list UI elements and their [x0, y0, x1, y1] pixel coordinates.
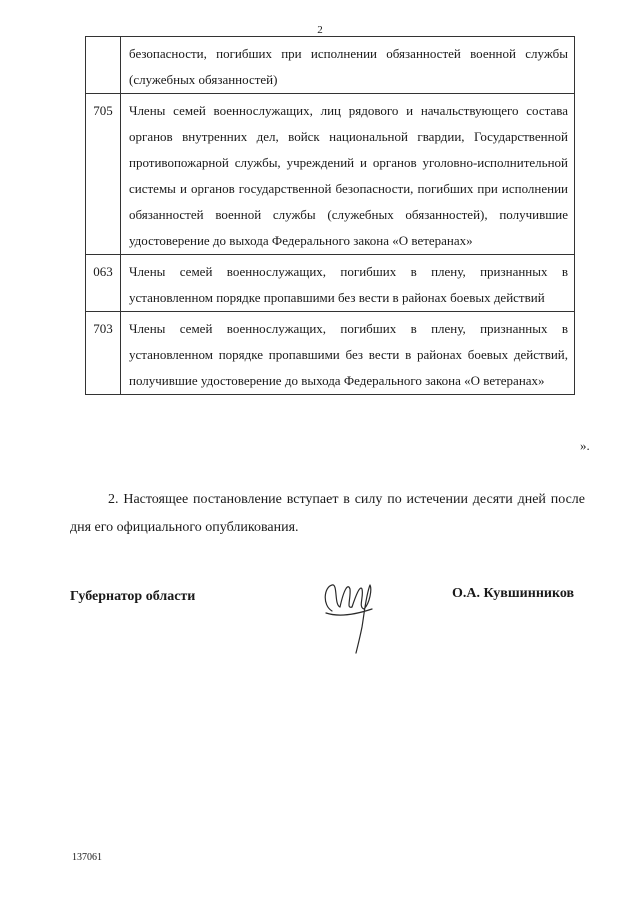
- handwritten-signature: [318, 575, 378, 655]
- governor-title: Губернатор области: [70, 589, 196, 604]
- table-row: [86, 312, 575, 395]
- row-code: 705: [86, 94, 121, 255]
- row-code: 703: [86, 312, 121, 395]
- row-description: Члены семей военнослужащих, погибших в плену, признанных в установленном порядке пропавшими без вести в районах боевых действий: [121, 255, 575, 312]
- table-row: [86, 255, 575, 312]
- closing-quote: ».: [580, 438, 590, 453]
- row-code: [86, 37, 121, 94]
- table-row: [86, 94, 575, 255]
- row-description: Члены семей военнослужащих, лиц рядового и начальствующего состава органов внутренних дел, войск национальной гвардии, Государственной противопожарной службы, учреждений и органов уголовно-исполнительной системы и органов государственной безопасности, погибших при исполнении обязанностей военной службы (служебных обязанностей), получившие удостоверение до выхода Федерального закона «О ветеранах»: [121, 94, 575, 255]
- table-row: [86, 37, 575, 94]
- document-number: 137061: [72, 852, 102, 863]
- row-code: 063: [86, 255, 121, 312]
- row-description: безопасности, погибших при исполнении обязанностей военной службы (служебных обязанностей): [121, 37, 575, 94]
- page-number: 2: [317, 24, 323, 36]
- row-description: Члены семей военнослужащих, погибших в плену, признанных в установленном порядке пропавшими без вести в районах боевых действий, получившие удостоверение до выхода Федерального закона «О ветеранах»: [121, 312, 575, 395]
- codes-table: [85, 36, 575, 395]
- governor-name: О.А. Кувшинников: [452, 586, 575, 601]
- paragraph-effective-date: 2. Настоящее постановление вступает в силу по истечении десяти дней после дня его официального опубликования.: [70, 492, 585, 535]
